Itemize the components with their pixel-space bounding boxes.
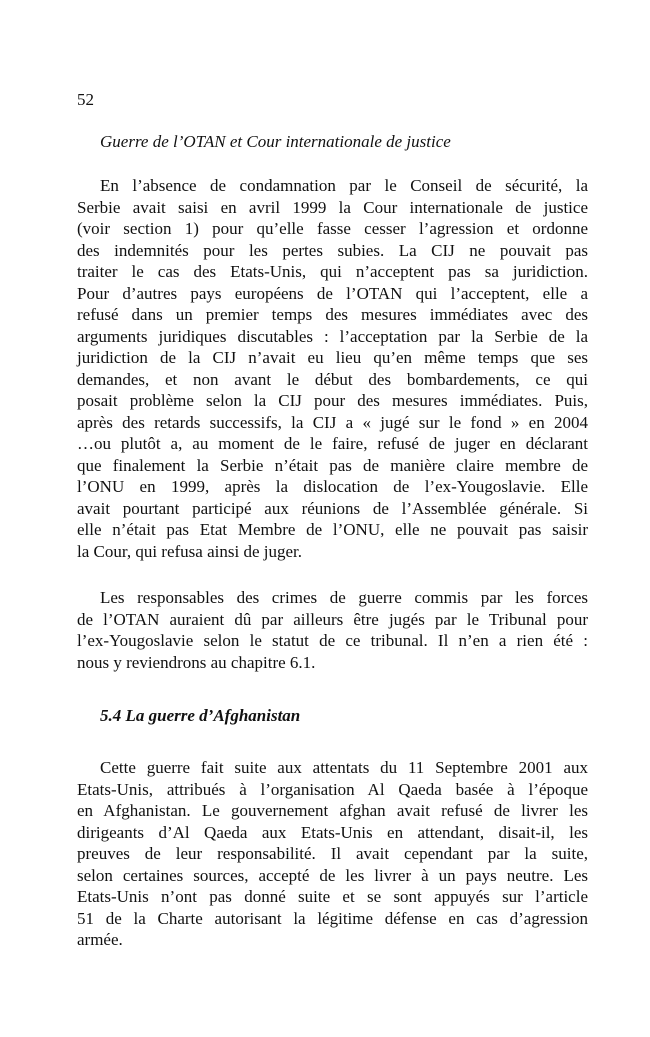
text-line: Serbie avait saisi en avril 1999 la Cour internationale de justice bbox=[77, 197, 588, 217]
text-line: selon certaines sources, accepté de les livrer à un pays neutre. Les bbox=[77, 865, 588, 885]
text-line: 51 de la Charte autorisant la légitime défense en cas d’agression bbox=[77, 908, 588, 928]
text-line: En l’absence de condamnation par le Conseil de sécurité, la bbox=[100, 176, 588, 195]
text-line: juridiction de la CIJ n’avait eu lieu qu’en même temps que ses bbox=[77, 348, 588, 367]
text-line: la Cour, qui refusa ainsi de juger. bbox=[77, 541, 302, 561]
section-heading: 5.4 La guerre d’Afghanistan bbox=[100, 706, 301, 725]
text-line: de l’OTAN auraient dû par ailleurs être jugés par le Tribunal pour bbox=[77, 609, 588, 629]
page-number: 52 bbox=[77, 90, 94, 109]
text-line: armée. bbox=[77, 930, 123, 949]
text-line: l’ex-Yougoslavie selon le statut de ce tribunal. Il n’en a rien été : bbox=[77, 631, 588, 650]
text-line: preuves de leur responsabilité. Il avait cependant par la suite, bbox=[77, 844, 588, 863]
text-line: elle n’était pas Etat Membre de l’ONU, elle ne pouvait pas saisir bbox=[77, 520, 588, 539]
paragraph-war-crimes bbox=[77, 587, 588, 673]
text-line: l’ONU en 1999, après la dislocation de l’ex-Yougoslavie. Elle bbox=[77, 477, 588, 496]
text-line: posait problème selon la CIJ pour des mesures immédiates. Puis, bbox=[77, 391, 588, 410]
text-line: …ou plutôt a, au moment de le faire, refusé de juger en déclarant bbox=[77, 434, 588, 453]
text-line: refusé dans un premier temps des mesures immédiates avec des bbox=[77, 305, 588, 324]
text-line: Cette guerre fait suite aux attentats du 11 Septembre 2001 aux bbox=[100, 758, 588, 777]
text-line: nous y reviendrons au chapitre 6.1. bbox=[77, 652, 316, 672]
text-line: avait pourtant participé aux réunions de l’Assemblée générale. Si bbox=[77, 498, 588, 518]
paragraph-icj bbox=[77, 175, 588, 562]
paragraph-afghanistan bbox=[77, 757, 588, 951]
text-line: après des retards successifs, la CIJ a « jugé sur le fond » en 2004 bbox=[77, 412, 588, 432]
text-line: (voir section 1) pour qu’elle fasse cesser l’agression et ordonne bbox=[77, 219, 588, 238]
text-line: arguments juridiques discutables : l’acceptation par la Serbie de la bbox=[77, 326, 588, 346]
text-line: que finalement la Serbie n’était pas de manière claire membre de bbox=[77, 455, 588, 475]
text-line: Etats-Unis n’ont pas donné suite et se sont appuyés sur l’article bbox=[77, 887, 588, 906]
text-line: des indemnités pour les pertes subies. La CIJ ne pouvait pas bbox=[77, 240, 588, 260]
subheading: Guerre de l’OTAN et Cour internationale de justice bbox=[100, 132, 451, 151]
text-line: demandes, et non avant le début des bombardements, ce qui bbox=[77, 369, 588, 389]
text-line: Les responsables des crimes de guerre commis par les forces bbox=[100, 588, 588, 607]
text-line: Etats-Unis, attribués à l’organisation Al Qaeda basée à l’époque bbox=[77, 779, 588, 799]
text-line: dirigeants d’Al Qaeda aux Etats-Unis en attendant, disait-il, les bbox=[77, 822, 588, 842]
text-line: Pour d’autres pays européens de l’OTAN qui l’acceptent, elle a bbox=[77, 283, 588, 303]
text-line: traiter le cas des Etats-Unis, qui n’acceptent pas sa juridiction. bbox=[77, 262, 588, 281]
text-line: en Afghanistan. Le gouvernement afghan avait refusé de livrer les bbox=[77, 801, 588, 820]
